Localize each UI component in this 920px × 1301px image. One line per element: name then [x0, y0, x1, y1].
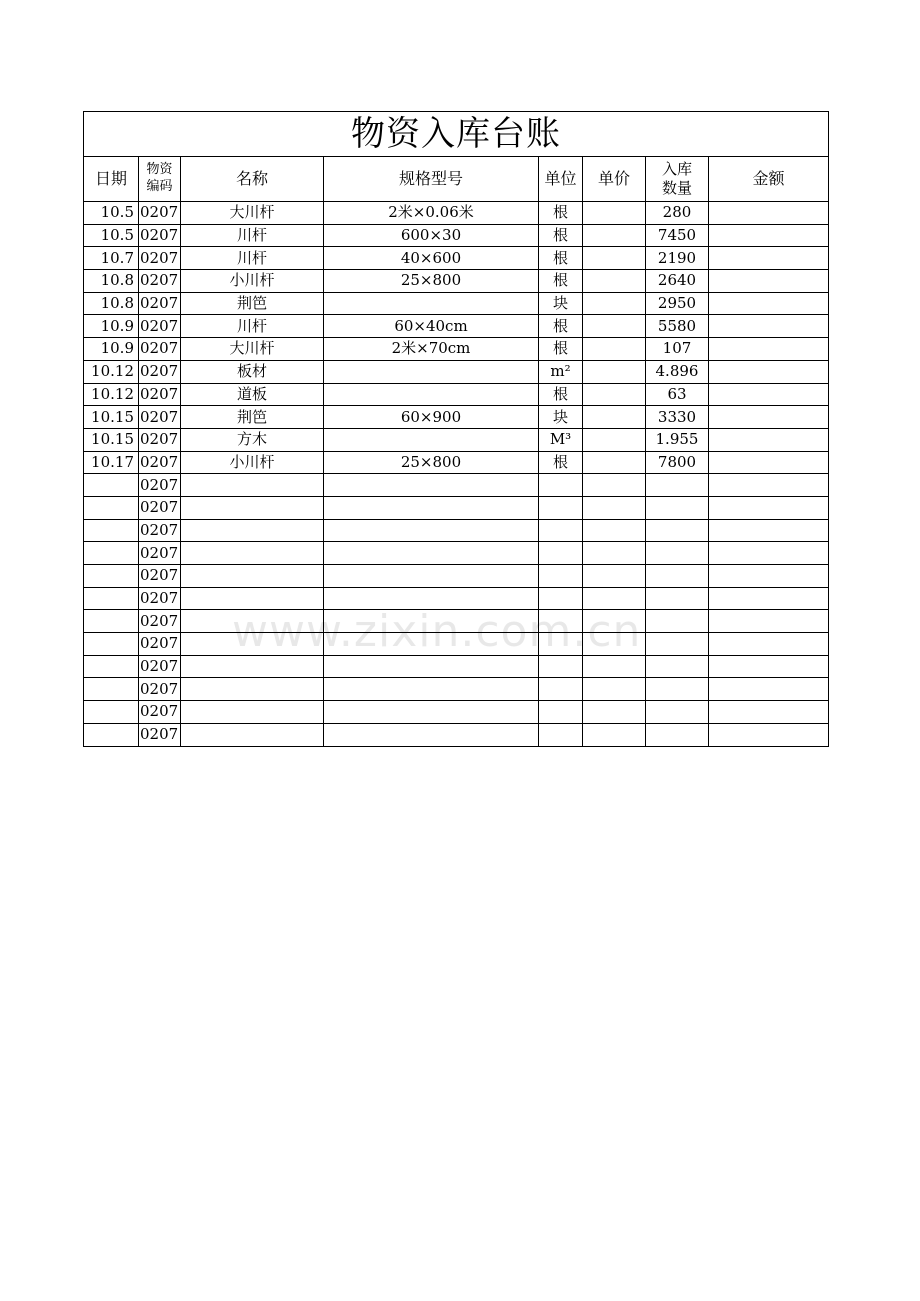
cell-unit-price[interactable] — [583, 496, 646, 519]
cell-unit[interactable] — [539, 496, 583, 519]
cell-name[interactable] — [181, 701, 324, 724]
cell-name[interactable] — [181, 474, 324, 497]
cell-amount[interactable] — [709, 565, 829, 588]
cell-code[interactable]: 0207 — [139, 701, 181, 724]
cell-code[interactable]: 0207 — [139, 678, 181, 701]
ledger-body — [84, 202, 829, 747]
cell-quantity[interactable]: 5580 — [646, 315, 709, 338]
cell-quantity[interactable]: 280 — [646, 202, 709, 225]
cell-unit[interactable]: m² — [539, 360, 583, 383]
cell-unit[interactable]: 根 — [539, 451, 583, 474]
cell-unit[interactable] — [539, 701, 583, 724]
cell-date[interactable] — [84, 542, 139, 565]
cell-quantity[interactable] — [646, 542, 709, 565]
cell-code[interactable]: 0207 — [139, 587, 181, 610]
cell-amount[interactable] — [709, 519, 829, 542]
cell-code[interactable]: 0207 — [139, 338, 181, 361]
cell-code[interactable]: 0207 — [139, 655, 181, 678]
table-row — [84, 610, 829, 633]
cell-amount[interactable] — [709, 315, 829, 338]
cell-quantity[interactable] — [646, 655, 709, 678]
cell-amount[interactable] — [709, 633, 829, 656]
cell-unit-price[interactable] — [583, 247, 646, 270]
cell-unit[interactable] — [539, 723, 583, 746]
cell-name[interactable]: 荆笆 — [181, 406, 324, 429]
cell-code[interactable]: 0207 — [139, 496, 181, 519]
cell-unit-price[interactable] — [583, 224, 646, 247]
cell-spec[interactable] — [324, 360, 539, 383]
cell-spec[interactable] — [324, 587, 539, 610]
cell-unit-price[interactable] — [583, 270, 646, 293]
cell-unit-price[interactable] — [583, 406, 646, 429]
table-row — [84, 496, 829, 519]
table-row — [84, 406, 829, 429]
cell-unit[interactable]: 根 — [539, 202, 583, 225]
table-row — [84, 292, 829, 315]
cell-quantity[interactable]: 4.896 — [646, 360, 709, 383]
cell-quantity[interactable] — [646, 723, 709, 746]
cell-unit[interactable]: 根 — [539, 270, 583, 293]
cell-unit[interactable] — [539, 519, 583, 542]
cell-unit-price[interactable] — [583, 565, 646, 588]
cell-name[interactable] — [181, 655, 324, 678]
table-row — [84, 587, 829, 610]
cell-code[interactable]: 0207 — [139, 542, 181, 565]
cell-name[interactable]: 小川杆 — [181, 270, 324, 293]
cell-amount[interactable] — [709, 202, 829, 225]
header-material-code — [139, 157, 181, 202]
cell-spec[interactable] — [324, 655, 539, 678]
header-spec: 规格型号 — [324, 157, 539, 202]
cell-code[interactable]: 0207 — [139, 247, 181, 270]
table-row — [84, 315, 829, 338]
cell-name[interactable] — [181, 565, 324, 588]
cell-unit[interactable]: 块 — [539, 406, 583, 429]
cell-code[interactable]: 0207 — [139, 292, 181, 315]
cell-date[interactable]: 10.5 — [84, 202, 139, 225]
cell-date[interactable]: 10.9 — [84, 315, 139, 338]
cell-quantity[interactable]: 3330 — [646, 406, 709, 429]
cell-code[interactable]: 0207 — [139, 633, 181, 656]
cell-quantity[interactable] — [646, 678, 709, 701]
cell-spec[interactable] — [324, 496, 539, 519]
cell-unit[interactable] — [539, 587, 583, 610]
table-row — [84, 428, 829, 451]
cell-spec[interactable] — [324, 701, 539, 724]
cell-date[interactable] — [84, 610, 139, 633]
table-row — [84, 723, 829, 746]
cell-date[interactable]: 10.8 — [84, 270, 139, 293]
table-row — [84, 383, 829, 406]
cell-amount[interactable] — [709, 451, 829, 474]
cell-amount[interactable] — [709, 655, 829, 678]
cell-unit[interactable] — [539, 565, 583, 588]
cell-unit-price[interactable] — [583, 655, 646, 678]
cell-amount[interactable] — [709, 247, 829, 270]
cell-amount[interactable] — [709, 496, 829, 519]
cell-spec[interactable]: 2米×0.06米 — [324, 202, 539, 225]
cell-code[interactable]: 0207 — [139, 723, 181, 746]
cell-name[interactable]: 川杆 — [181, 224, 324, 247]
cell-quantity[interactable] — [646, 633, 709, 656]
cell-date[interactable]: 10.7 — [84, 247, 139, 270]
cell-unit[interactable] — [539, 633, 583, 656]
cell-amount[interactable] — [709, 610, 829, 633]
cell-quantity[interactable] — [646, 519, 709, 542]
table-row — [84, 655, 829, 678]
cell-spec[interactable] — [324, 565, 539, 588]
cell-name[interactable] — [181, 519, 324, 542]
cell-amount[interactable] — [709, 701, 829, 724]
cell-code[interactable]: 0207 — [139, 474, 181, 497]
table-row — [84, 338, 829, 361]
cell-amount[interactable] — [709, 428, 829, 451]
cell-code[interactable]: 0207 — [139, 519, 181, 542]
inventory-ledger-table — [83, 111, 829, 747]
cell-unit[interactable]: 根 — [539, 224, 583, 247]
cell-name[interactable]: 大川杆 — [181, 338, 324, 361]
cell-name[interactable] — [181, 587, 324, 610]
cell-amount[interactable] — [709, 360, 829, 383]
cell-unit-price[interactable] — [583, 338, 646, 361]
cell-unit-price[interactable] — [583, 315, 646, 338]
cell-quantity[interactable] — [646, 474, 709, 497]
cell-spec[interactable]: 25×800 — [324, 270, 539, 293]
cell-date[interactable] — [84, 723, 139, 746]
cell-quantity[interactable]: 2950 — [646, 292, 709, 315]
table-row — [84, 474, 829, 497]
cell-spec[interactable] — [324, 292, 539, 315]
cell-amount[interactable] — [709, 292, 829, 315]
cell-code[interactable]: 0207 — [139, 406, 181, 429]
cell-date[interactable] — [84, 633, 139, 656]
cell-date[interactable]: 10.9 — [84, 338, 139, 361]
table-row — [84, 542, 829, 565]
cell-unit-price[interactable] — [583, 383, 646, 406]
cell-date[interactable]: 10.12 — [84, 383, 139, 406]
cell-unit[interactable] — [539, 610, 583, 633]
cell-spec[interactable] — [324, 542, 539, 565]
cell-unit-price[interactable] — [583, 633, 646, 656]
cell-spec[interactable] — [324, 519, 539, 542]
cell-amount[interactable] — [709, 542, 829, 565]
header-quantity — [646, 157, 709, 202]
cell-unit[interactable]: 根 — [539, 383, 583, 406]
cell-code[interactable]: 0207 — [139, 224, 181, 247]
cell-name[interactable] — [181, 610, 324, 633]
header-unit-price: 单价 — [583, 157, 646, 202]
header-name: 名称 — [181, 157, 324, 202]
cell-name[interactable] — [181, 496, 324, 519]
table-row — [84, 678, 829, 701]
watermark-text: www.zixin.com.cn — [232, 606, 642, 657]
cell-name[interactable] — [181, 542, 324, 565]
cell-unit[interactable] — [539, 655, 583, 678]
cell-quantity[interactable]: 2640 — [646, 270, 709, 293]
cell-name[interactable]: 道板 — [181, 383, 324, 406]
cell-date[interactable]: 10.15 — [84, 428, 139, 451]
cell-quantity[interactable] — [646, 701, 709, 724]
cell-code[interactable]: 0207 — [139, 565, 181, 588]
cell-unit[interactable] — [539, 542, 583, 565]
sheet-title: 物资入库台账 — [84, 112, 829, 157]
cell-unit-price[interactable] — [583, 360, 646, 383]
table-row — [84, 519, 829, 542]
cell-amount[interactable] — [709, 270, 829, 293]
cell-quantity[interactable] — [646, 496, 709, 519]
cell-date[interactable]: 10.15 — [84, 406, 139, 429]
cell-unit-price[interactable] — [583, 701, 646, 724]
cell-date[interactable]: 10.5 — [84, 224, 139, 247]
cell-unit[interactable]: 根 — [539, 315, 583, 338]
table-row — [84, 202, 829, 225]
cell-unit-price[interactable] — [583, 451, 646, 474]
table-row — [84, 701, 829, 724]
cell-amount[interactable] — [709, 224, 829, 247]
cell-unit[interactable]: M³ — [539, 428, 583, 451]
cell-name[interactable]: 川杆 — [181, 315, 324, 338]
cell-name[interactable]: 板材 — [181, 360, 324, 383]
cell-amount[interactable] — [709, 474, 829, 497]
cell-date[interactable] — [84, 678, 139, 701]
cell-quantity[interactable]: 107 — [646, 338, 709, 361]
cell-unit-price[interactable] — [583, 474, 646, 497]
cell-unit[interactable]: 根 — [539, 338, 583, 361]
header-date: 日期 — [84, 157, 139, 202]
table-row — [84, 247, 829, 270]
cell-code[interactable]: 0207 — [139, 315, 181, 338]
cell-unit-price[interactable] — [583, 723, 646, 746]
cell-amount[interactable] — [709, 678, 829, 701]
cell-date[interactable] — [84, 587, 139, 610]
cell-unit[interactable]: 根 — [539, 247, 583, 270]
cell-name[interactable]: 方木 — [181, 428, 324, 451]
cell-unit-price[interactable] — [583, 678, 646, 701]
cell-quantity[interactable]: 1.955 — [646, 428, 709, 451]
cell-date[interactable] — [84, 701, 139, 724]
cell-date[interactable] — [84, 474, 139, 497]
cell-code[interactable]: 0207 — [139, 202, 181, 225]
cell-unit[interactable] — [539, 474, 583, 497]
cell-date[interactable]: 10.12 — [84, 360, 139, 383]
cell-spec[interactable] — [324, 678, 539, 701]
cell-name[interactable]: 小川杆 — [181, 451, 324, 474]
cell-date[interactable] — [84, 519, 139, 542]
cell-code[interactable]: 0207 — [139, 610, 181, 633]
cell-spec[interactable]: 60×40cm — [324, 315, 539, 338]
cell-unit-price[interactable] — [583, 292, 646, 315]
cell-spec[interactable]: 60×900 — [324, 406, 539, 429]
cell-amount[interactable] — [709, 587, 829, 610]
cell-code[interactable]: 0207 — [139, 383, 181, 406]
cell-quantity[interactable] — [646, 587, 709, 610]
cell-spec[interactable] — [324, 474, 539, 497]
cell-date[interactable] — [84, 496, 139, 519]
cell-unit-price[interactable] — [583, 519, 646, 542]
cell-unit-price[interactable] — [583, 542, 646, 565]
title-row — [84, 112, 829, 157]
cell-code[interactable]: 0207 — [139, 451, 181, 474]
cell-quantity[interactable] — [646, 610, 709, 633]
cell-spec[interactable]: 600×30 — [324, 224, 539, 247]
header-qty-line1: 入库 — [661, 160, 692, 179]
cell-name[interactable]: 大川杆 — [181, 202, 324, 225]
cell-amount[interactable] — [709, 338, 829, 361]
header-code-line2: 编码 — [146, 179, 173, 194]
header-code-line1: 物资 — [146, 162, 173, 178]
cell-quantity[interactable] — [646, 565, 709, 588]
table-row — [84, 633, 829, 656]
table-row — [84, 224, 829, 247]
cell-unit[interactable] — [539, 678, 583, 701]
cell-name[interactable]: 川杆 — [181, 247, 324, 270]
cell-name[interactable]: 荆笆 — [181, 292, 324, 315]
cell-amount[interactable] — [709, 383, 829, 406]
cell-spec[interactable] — [324, 633, 539, 656]
cell-name[interactable] — [181, 633, 324, 656]
cell-unit-price[interactable] — [583, 610, 646, 633]
table-row — [84, 565, 829, 588]
cell-unit-price[interactable] — [583, 428, 646, 451]
header-amount: 金额 — [709, 157, 829, 202]
cell-spec[interactable] — [324, 428, 539, 451]
cell-spec[interactable]: 40×600 — [324, 247, 539, 270]
table-row — [84, 451, 829, 474]
header-qty-line2: 数量 — [661, 179, 692, 197]
cell-unit[interactable]: 块 — [539, 292, 583, 315]
cell-code[interactable]: 0207 — [139, 270, 181, 293]
cell-code[interactable]: 0207 — [139, 428, 181, 451]
header-row — [84, 157, 829, 202]
table-row — [84, 360, 829, 383]
cell-unit-price[interactable] — [583, 587, 646, 610]
cell-amount[interactable] — [709, 406, 829, 429]
cell-quantity[interactable]: 63 — [646, 383, 709, 406]
cell-date[interactable]: 10.17 — [84, 451, 139, 474]
header-unit: 单位 — [539, 157, 583, 202]
cell-date[interactable]: 10.8 — [84, 292, 139, 315]
cell-amount[interactable] — [709, 723, 829, 746]
cell-spec[interactable]: 25×800 — [324, 451, 539, 474]
cell-quantity[interactable]: 2190 — [646, 247, 709, 270]
cell-date[interactable] — [84, 565, 139, 588]
cell-date[interactable] — [84, 655, 139, 678]
cell-unit-price[interactable] — [583, 202, 646, 225]
cell-spec[interactable]: 2米×70cm — [324, 338, 539, 361]
cell-spec[interactable] — [324, 383, 539, 406]
cell-code[interactable]: 0207 — [139, 360, 181, 383]
cell-spec[interactable] — [324, 610, 539, 633]
cell-name[interactable] — [181, 678, 324, 701]
cell-name[interactable] — [181, 723, 324, 746]
cell-spec[interactable] — [324, 723, 539, 746]
cell-quantity[interactable]: 7800 — [646, 451, 709, 474]
table-row — [84, 270, 829, 293]
cell-quantity[interactable]: 7450 — [646, 224, 709, 247]
